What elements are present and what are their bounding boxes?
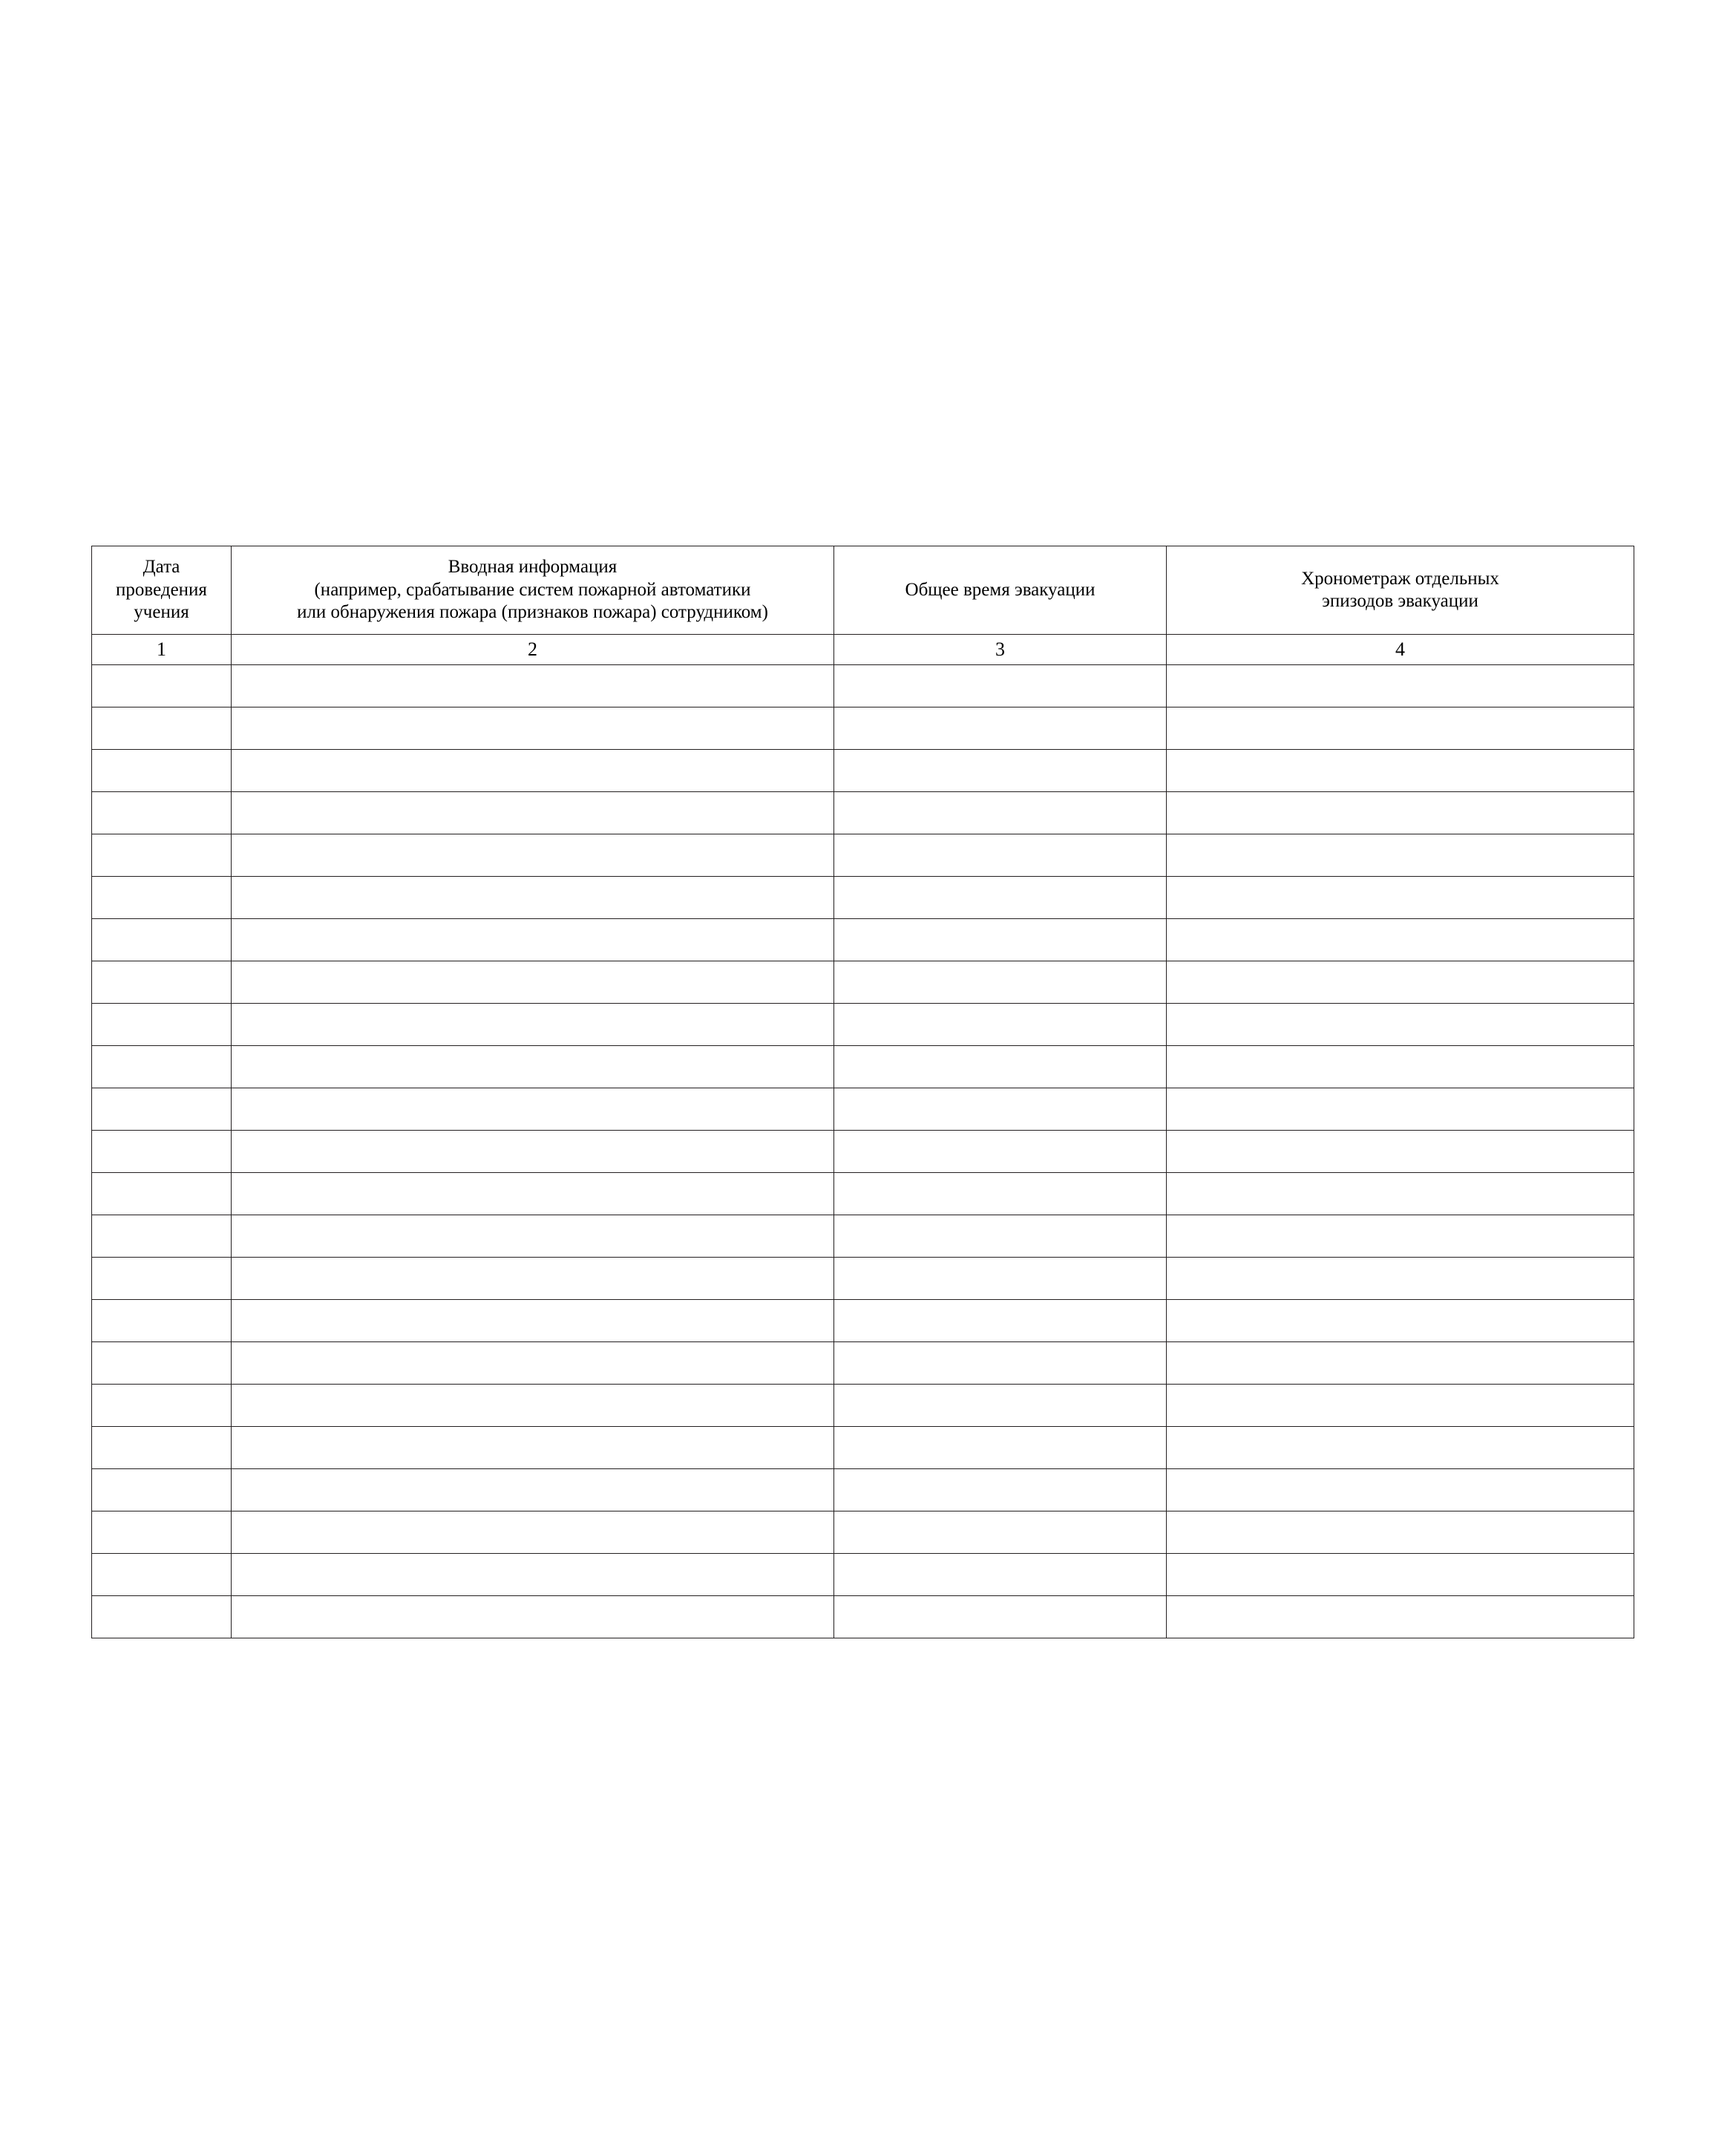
table-cell[interactable]: [232, 1046, 834, 1088]
table-row: [92, 1215, 1634, 1258]
table-cell[interactable]: [92, 834, 232, 877]
table-cell[interactable]: [1167, 1046, 1634, 1088]
column-header-intro-info-line-2: (например, срабатывание систем пожарной автоматики: [314, 579, 751, 600]
table-cell[interactable]: [92, 1342, 232, 1385]
table-header-row: [92, 546, 1634, 635]
table-cell[interactable]: [834, 1342, 1167, 1385]
table-cell[interactable]: [232, 1131, 834, 1173]
table-cell[interactable]: [92, 1596, 232, 1638]
column-header-intro-info: [232, 546, 834, 635]
column-number-2: 2: [232, 635, 834, 665]
table-cell[interactable]: [834, 1427, 1167, 1469]
table-cell[interactable]: [834, 877, 1167, 919]
table-row: [92, 1173, 1634, 1215]
column-header-date-line-3: учения: [134, 602, 189, 623]
column-header-total-evacuation-time-line-1: Общее время эвакуации: [905, 579, 1095, 600]
table-cell[interactable]: [834, 1088, 1167, 1131]
table-cell[interactable]: [92, 1046, 232, 1088]
table-cell[interactable]: [232, 877, 834, 919]
table-row: [92, 961, 1634, 1004]
table-cell[interactable]: [1167, 877, 1634, 919]
table-row: [92, 1596, 1634, 1638]
table-cell[interactable]: [1167, 750, 1634, 792]
table-cell[interactable]: [1167, 665, 1634, 707]
table-cell[interactable]: [1167, 1469, 1634, 1511]
table-cell[interactable]: [92, 1427, 232, 1469]
table-cell[interactable]: [232, 961, 834, 1004]
table-cell[interactable]: [92, 877, 232, 919]
table-cell[interactable]: [834, 919, 1167, 961]
table-cell[interactable]: [834, 1596, 1167, 1638]
table-row: [92, 1511, 1634, 1554]
table-cell[interactable]: [1167, 834, 1634, 877]
table-cell[interactable]: [1167, 792, 1634, 834]
column-number-4: 4: [1167, 635, 1634, 665]
table-cell[interactable]: [834, 665, 1167, 707]
table-cell[interactable]: [834, 1511, 1167, 1554]
table-cell[interactable]: [1167, 1385, 1634, 1427]
table-cell[interactable]: [92, 1511, 232, 1554]
column-header-total-evacuation-time: [834, 546, 1167, 635]
table-cell[interactable]: [92, 1554, 232, 1596]
table-cell[interactable]: [232, 707, 834, 750]
table-cell[interactable]: [92, 1258, 232, 1300]
column-header-episode-timing: [1167, 546, 1634, 635]
column-header-intro-info-line-3: или обнаружения пожара (признаков пожара) сотрудником): [297, 602, 768, 623]
table-cell[interactable]: [232, 1427, 834, 1469]
column-header-episode-timing-line-1: Хронометраж отдельных: [1301, 568, 1499, 589]
table-cell[interactable]: [92, 919, 232, 961]
table-cell[interactable]: [232, 665, 834, 707]
table-cell[interactable]: [834, 1215, 1167, 1258]
table-cell[interactable]: [1167, 1004, 1634, 1046]
table-cell[interactable]: [232, 792, 834, 834]
table-cell[interactable]: [834, 792, 1167, 834]
table-cell[interactable]: [92, 1215, 232, 1258]
table-cell[interactable]: [1167, 1427, 1634, 1469]
table-row: [92, 1385, 1634, 1427]
table-cell[interactable]: [232, 1511, 834, 1554]
table-cell[interactable]: [232, 1554, 834, 1596]
table-row: [92, 834, 1634, 877]
table-cell[interactable]: [232, 834, 834, 877]
table-cell[interactable]: [92, 1088, 232, 1131]
table-cell[interactable]: [1167, 1554, 1634, 1596]
table-cell[interactable]: [834, 1469, 1167, 1511]
table-cell[interactable]: [1167, 1596, 1634, 1638]
table-row: [92, 1131, 1634, 1173]
table-cell[interactable]: [834, 1131, 1167, 1173]
table-cell[interactable]: [1167, 1511, 1634, 1554]
table-cell[interactable]: [834, 834, 1167, 877]
table-cell[interactable]: [232, 750, 834, 792]
table-cell[interactable]: [1167, 1342, 1634, 1385]
table-cell[interactable]: [1167, 1300, 1634, 1342]
table-row: [92, 1300, 1634, 1342]
table-cell[interactable]: [1167, 1173, 1634, 1215]
table-cell[interactable]: [834, 1385, 1167, 1427]
table-cell[interactable]: [92, 792, 232, 834]
table-cell[interactable]: [92, 1004, 232, 1046]
table-cell[interactable]: [232, 1088, 834, 1131]
table-cell[interactable]: [1167, 1215, 1634, 1258]
table-body: [92, 665, 1634, 1638]
table-row: [92, 1046, 1634, 1088]
table-cell[interactable]: [834, 1173, 1167, 1215]
column-number-1: 1: [92, 635, 232, 665]
table-cell[interactable]: [232, 1258, 834, 1300]
table-cell[interactable]: [92, 1300, 232, 1342]
table-cell[interactable]: [92, 665, 232, 707]
table-row: [92, 707, 1634, 750]
table-cell[interactable]: [834, 707, 1167, 750]
table-row: [92, 665, 1634, 707]
table-row: [92, 1088, 1634, 1131]
table-cell[interactable]: [834, 1046, 1167, 1088]
table-cell[interactable]: [1167, 919, 1634, 961]
table-cell[interactable]: [834, 1554, 1167, 1596]
table-cell[interactable]: [232, 1004, 834, 1046]
table-cell[interactable]: [1167, 707, 1634, 750]
table-cell[interactable]: [232, 1385, 834, 1427]
table-cell[interactable]: [92, 1469, 232, 1511]
table-row: [92, 1554, 1634, 1596]
table-cell[interactable]: [232, 1173, 834, 1215]
column-header-episode-timing-line-2: эпизодов эвакуации: [1322, 591, 1478, 611]
table-cell[interactable]: [232, 1469, 834, 1511]
column-header-intro-info-line-1: Вводная информация: [448, 557, 618, 578]
table-cell[interactable]: [92, 1173, 232, 1215]
table-row: [92, 1004, 1634, 1046]
journal-table-wrapper: [91, 546, 1634, 1638]
table-cell[interactable]: [232, 1215, 834, 1258]
table-cell[interactable]: [92, 707, 232, 750]
table-cell[interactable]: [834, 961, 1167, 1004]
table-cell[interactable]: [1167, 1131, 1634, 1173]
table-cell[interactable]: [834, 1258, 1167, 1300]
table-cell[interactable]: [834, 1300, 1167, 1342]
table-cell[interactable]: [232, 1300, 834, 1342]
table-cell[interactable]: [1167, 1088, 1634, 1131]
table-cell[interactable]: [232, 1342, 834, 1385]
table-row: [92, 877, 1634, 919]
table-cell[interactable]: [92, 961, 232, 1004]
table-row: [92, 1469, 1634, 1511]
table-cell[interactable]: [232, 919, 834, 961]
column-header-date-line-2: проведения: [116, 579, 207, 600]
table-row: [92, 1342, 1634, 1385]
table-column-number-row: [92, 635, 1634, 665]
table-cell[interactable]: [1167, 1258, 1634, 1300]
fire-drill-journal-table: [91, 546, 1634, 1638]
table-cell[interactable]: [834, 750, 1167, 792]
column-header-date-line-1: Дата: [143, 557, 180, 578]
table-cell[interactable]: [92, 750, 232, 792]
table-cell[interactable]: [834, 1004, 1167, 1046]
table-cell[interactable]: [232, 1596, 834, 1638]
column-header-date: [92, 546, 232, 635]
table-row: [92, 919, 1634, 961]
table-row: [92, 1427, 1634, 1469]
table-cell[interactable]: [92, 1385, 232, 1427]
column-number-3: 3: [834, 635, 1167, 665]
table-cell[interactable]: [92, 1131, 232, 1173]
table-row: [92, 750, 1634, 792]
table-row: [92, 1258, 1634, 1300]
table-row: [92, 792, 1634, 834]
table-cell[interactable]: [1167, 961, 1634, 1004]
